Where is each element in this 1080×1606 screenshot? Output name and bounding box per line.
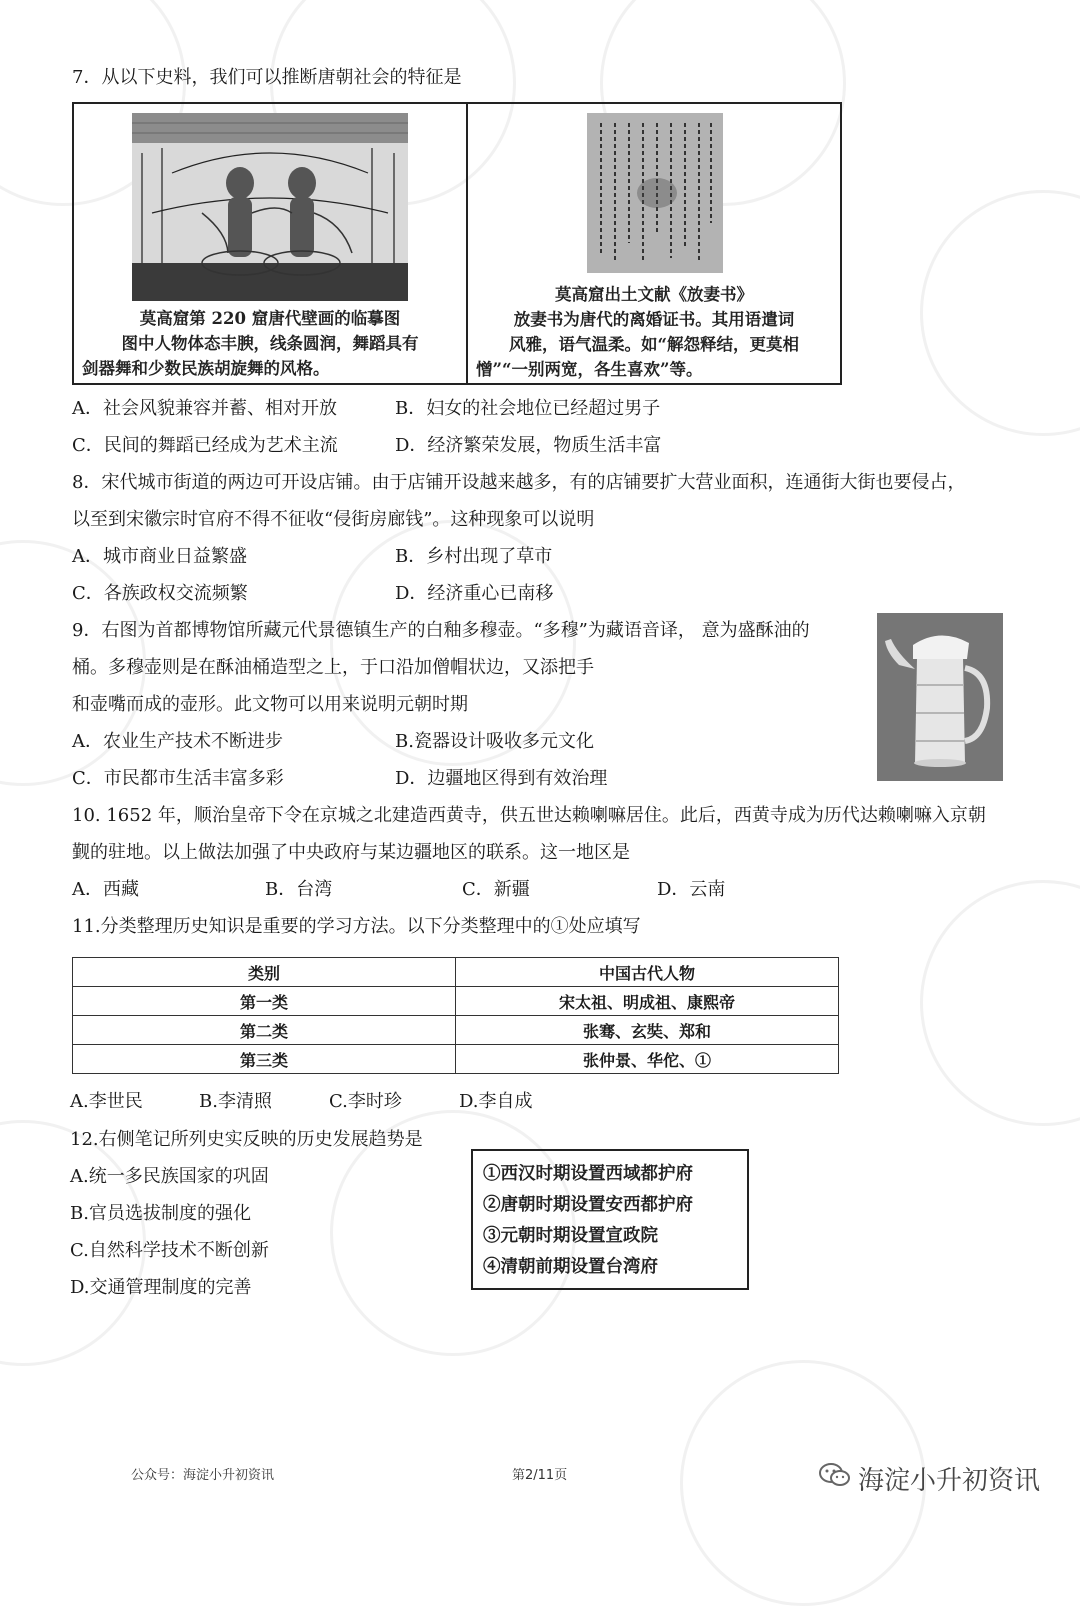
q9-stem-line2: 桶。多穆壶则是在酥油桶造型之上，于口沿加僧帽状边，又添把手 xyxy=(72,657,594,678)
document-caption-title: 莫高窟出土文献《放妻书》 xyxy=(555,285,753,304)
q12-stem: 12.右侧笔记所列史实反映的历史发展趋势是 xyxy=(70,1129,423,1150)
q9-option-a: A．农业生产技术不断进步 xyxy=(72,731,283,752)
q8-option-b: B．乡村出现了草市 xyxy=(395,546,553,567)
q9-option-b: B.瓷器设计吸收多元文化 xyxy=(395,731,594,752)
q8-option-a: A．城市商业日益繁盛 xyxy=(72,546,247,567)
duomu-ewer-photo xyxy=(877,613,1003,781)
footer-brand: 海淀小升初资讯 xyxy=(858,1466,1041,1496)
q7-option-d: D．经济繁荣发展，物质生活丰富 xyxy=(395,435,662,456)
footer-page-number: 第2/11页 xyxy=(512,1468,568,1483)
q7-sources-box xyxy=(72,102,842,385)
mural-caption-line1: 图中人物体态丰腴，线条圆润，舞蹈具有 xyxy=(121,334,419,353)
watermark-circle xyxy=(920,190,1080,436)
table-row xyxy=(73,987,839,1016)
q7-option-c: C．民间的舞蹈已经成为艺术主流 xyxy=(72,435,338,456)
q10-option-d: D．云南 xyxy=(657,879,726,900)
table-cell: 张仲景、华佗、① xyxy=(456,1045,839,1074)
mural-caption-title: 莫高窟第 220 窟唐代壁画的临摹图 xyxy=(139,309,401,328)
note-item: ①西汉时期设置西域都护府 xyxy=(483,1164,693,1184)
mural-sketch-image xyxy=(132,113,408,301)
q12-option-a: A.统一多民族国家的巩固 xyxy=(70,1166,269,1187)
divorce-document-image xyxy=(587,113,723,273)
classification-table xyxy=(72,957,839,1074)
q11-stem: 11.分类整理历史知识是重要的学习方法。以下分类整理中的①处应填写 xyxy=(72,916,641,937)
q11-option-d: D.李自成 xyxy=(459,1091,533,1112)
q7-option-b: B．妇女的社会地位已经超过男子 xyxy=(395,398,661,419)
q9-stem-line3: 和壶嘴而成的壶形。此文物可以用来说明元朝时期 xyxy=(72,694,468,715)
q11-option-b: B.李清照 xyxy=(199,1091,272,1112)
table-row xyxy=(73,1045,839,1074)
ewer-drawing xyxy=(877,613,1003,781)
table-cell: 第二类 xyxy=(73,1016,456,1045)
q9-stem-line1: 9．右图为首都博物馆所藏元代景德镇生产的白釉多穆壶。“多穆”为藏语音译， 意为盛酥油的 xyxy=(72,620,810,641)
q10-option-b: B．台湾 xyxy=(265,879,333,900)
q7-option-a: A．社会风貌兼容并蓄、相对开放 xyxy=(72,398,337,419)
q10-option-a: A．西藏 xyxy=(72,879,139,900)
document-caption-line1: 放妻书为唐代的离婚证书。其用语遣词 xyxy=(513,310,795,329)
q8-option-d: D．经济重心已南移 xyxy=(395,583,554,604)
q11-option-c: C.李时珍 xyxy=(329,1091,402,1112)
table-cell: 宋太祖、明成祖、康熙帝 xyxy=(456,987,839,1016)
q7-stem: 7．从以下史料，我们可以推断唐朝社会的特征是 xyxy=(72,67,462,88)
table-header-row xyxy=(73,958,839,987)
q8-option-c: C．各族政权交流频繁 xyxy=(72,583,248,604)
manuscript-drawing xyxy=(587,113,723,273)
table-row xyxy=(73,1016,839,1045)
q10-stem-line1: 10. 1652 年，顺治皇帝下令在京城之北建造西黄寺，供五世达赖喇嘛居住。此后，西黄寺成为历代达赖喇嘛入京朝 xyxy=(72,805,986,826)
q8-stem-line1: 8．宋代城市街道的两边可开设店铺。由于店铺开设越来越多，有的店铺要扩大营业面积，连通街大街也要侵占， xyxy=(72,472,966,493)
watermark-circle xyxy=(920,880,1080,1126)
wechat-icon xyxy=(818,1462,852,1488)
q12-option-c: C.自然科学技术不断创新 xyxy=(70,1240,269,1261)
q11-option-a: A.李世民 xyxy=(70,1091,143,1112)
table-cell: 第一类 xyxy=(73,987,456,1016)
note-item: ④清朝前期设置台湾府 xyxy=(483,1257,658,1277)
q12-option-b: B.官员选拔制度的强化 xyxy=(70,1203,251,1224)
q10-stem-line2: 觐的驻地。以上做法加强了中央政府与某边疆地区的联系。这一地区是 xyxy=(72,842,630,863)
table-cell: 第三类 xyxy=(73,1045,456,1074)
table-header-cell: 类别 xyxy=(73,958,456,987)
footer-account: 公众号：海淀小升初资讯 xyxy=(131,1468,275,1483)
mural-drawing xyxy=(132,113,408,301)
q9-option-d: D．边疆地区得到有效治理 xyxy=(395,768,608,789)
q10-option-c: C．新疆 xyxy=(462,879,530,900)
q8-stem-line2: 以至到宋徽宗时官府不得不征收“侵街房廊钱”。这种现象可以说明 xyxy=(72,509,595,530)
document-caption-line3: 憎”“一别两宽，各生喜欢”等。 xyxy=(476,360,703,379)
table-cell: 张骞、玄奘、郑和 xyxy=(456,1016,839,1045)
note-item: ③元朝时期设置宣政院 xyxy=(483,1226,658,1246)
mural-caption-line2: 剑器舞和少数民族胡旋舞的风格。 xyxy=(82,359,330,378)
note-item: ②唐朝时期设置安西都护府 xyxy=(483,1195,693,1215)
q12-option-d: D.交通管理制度的完善 xyxy=(70,1277,252,1298)
table-header-cell: 中国古代人物 xyxy=(456,958,839,987)
q12-notes-box xyxy=(471,1149,749,1290)
q9-option-c: C．市民都市生活丰富多彩 xyxy=(72,768,284,789)
document-caption-line2: 风雅，语气温柔。如“解怨释结，更莫相 xyxy=(509,335,799,354)
